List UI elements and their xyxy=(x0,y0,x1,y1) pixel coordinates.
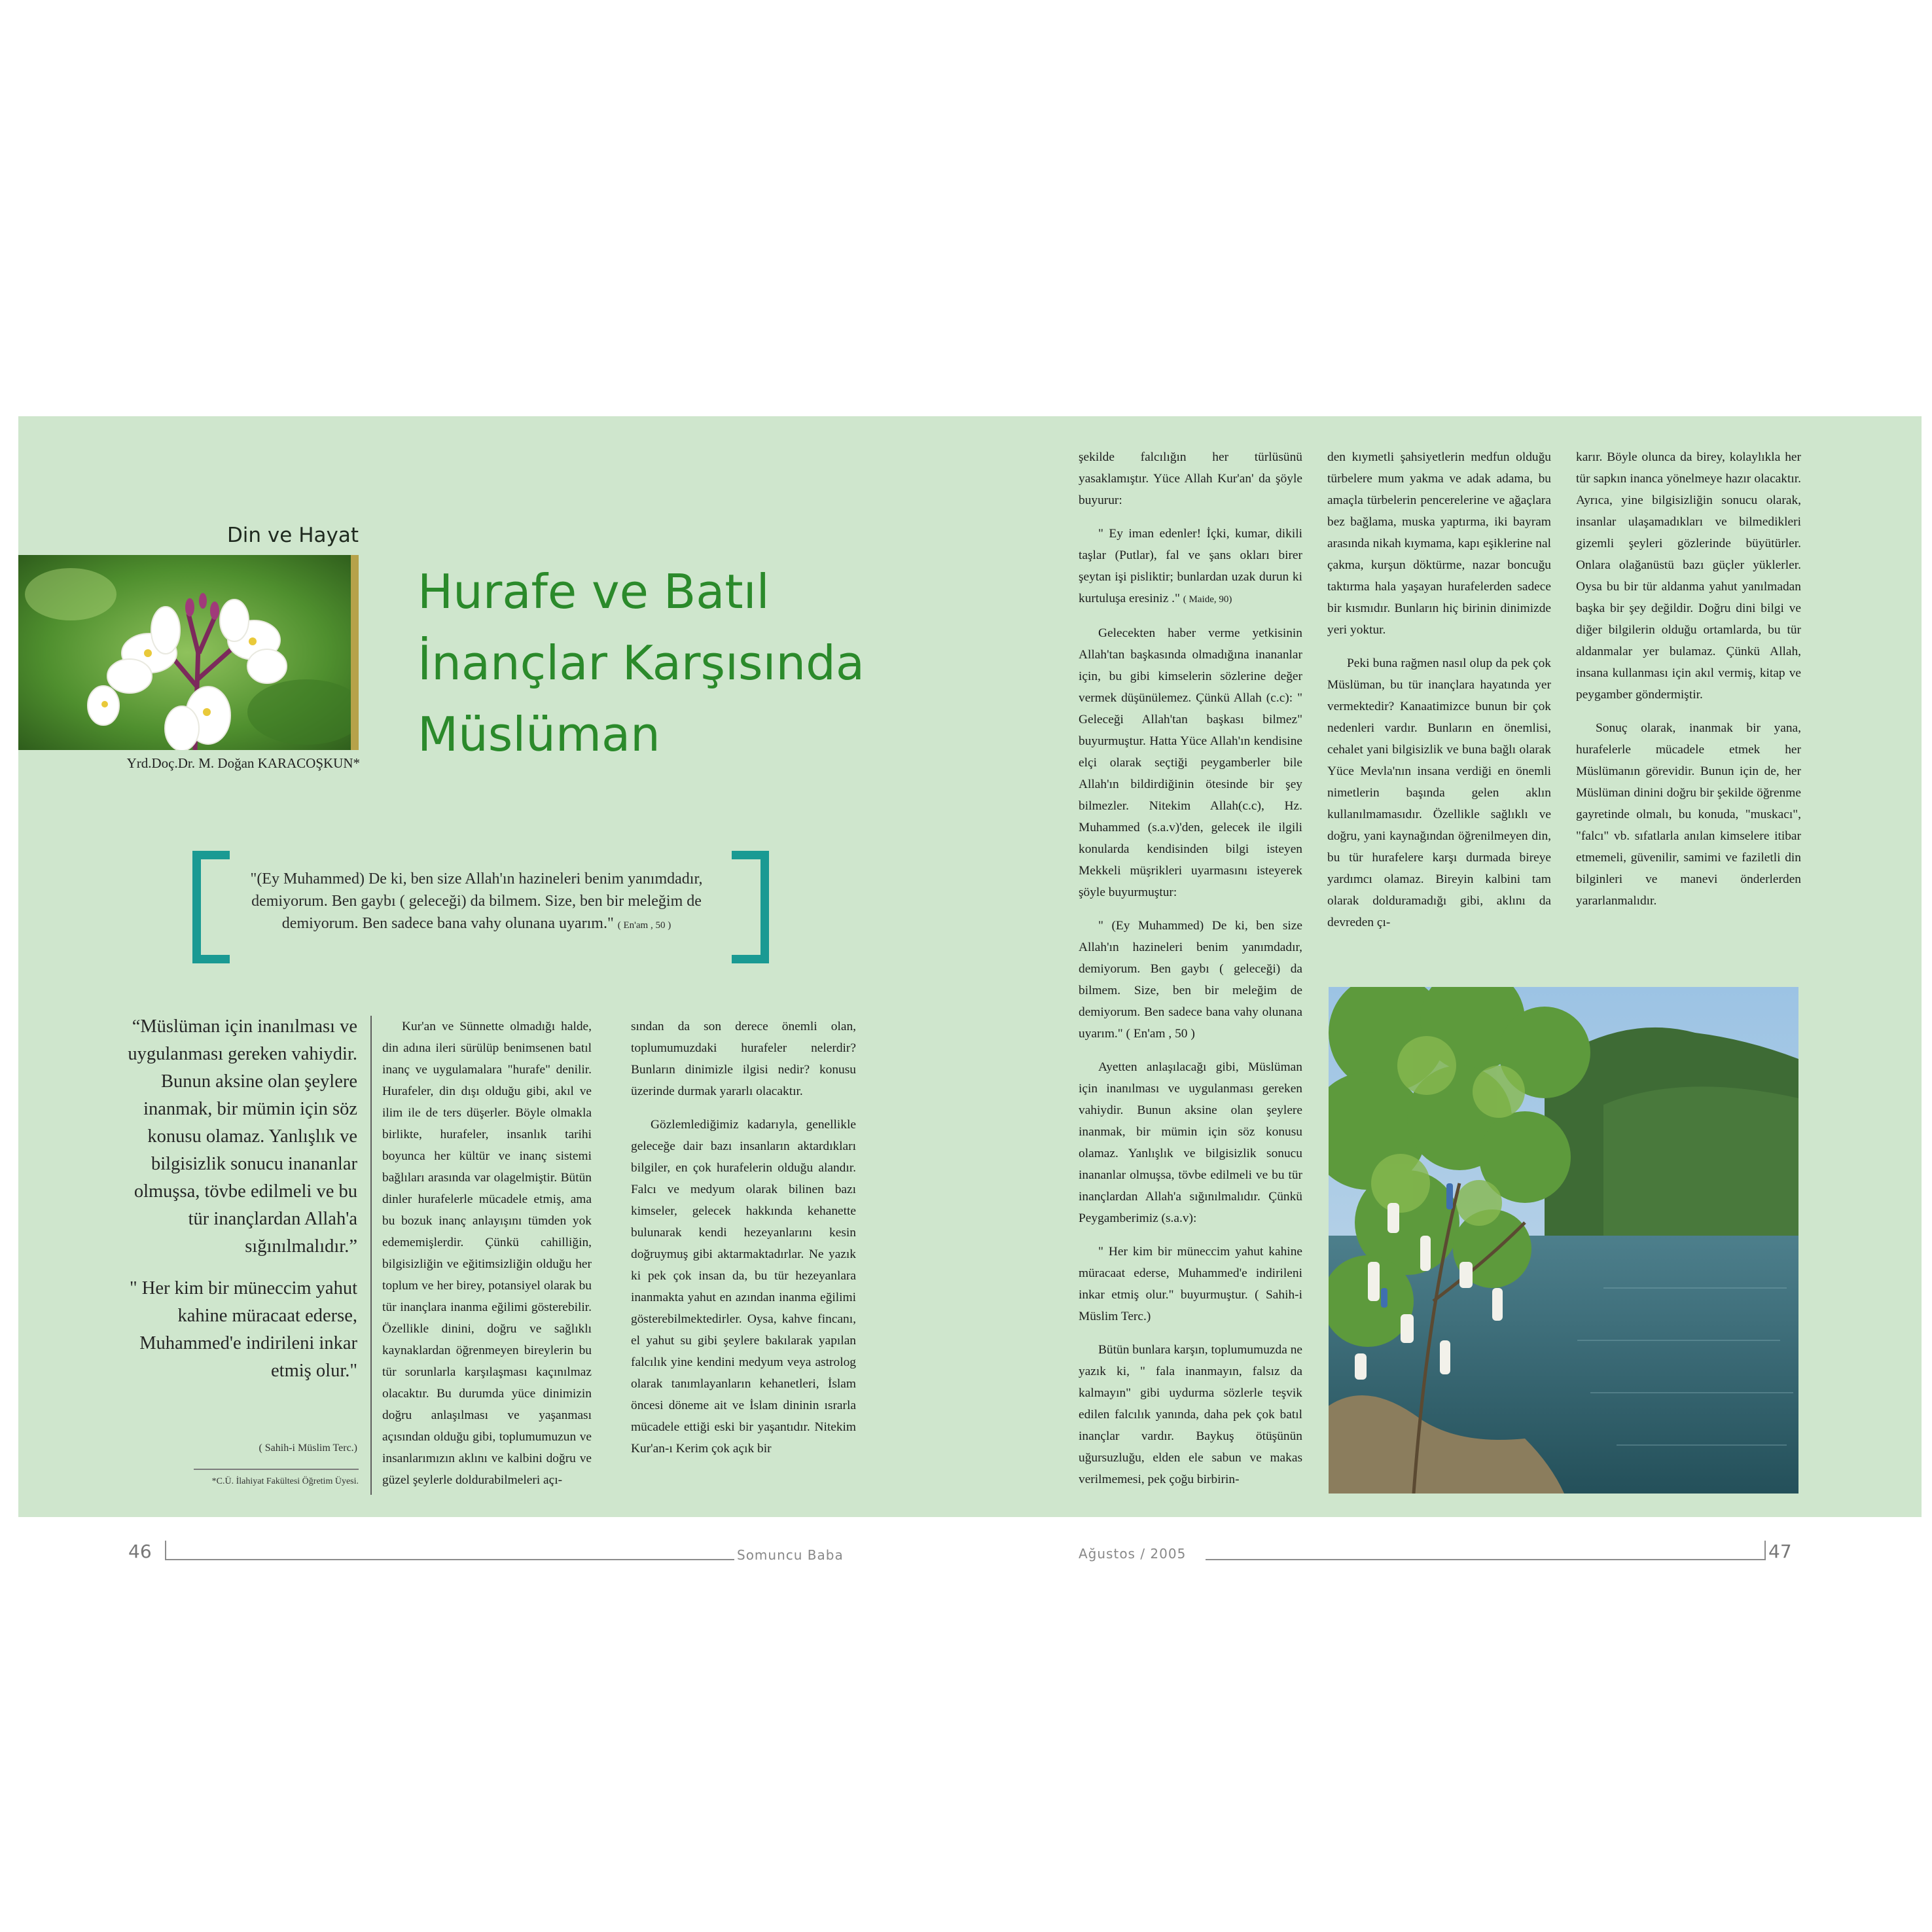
headline-line: İnançlar Karşısında xyxy=(418,635,865,690)
section-label: Din ve Hayat xyxy=(226,524,359,547)
article-column-2 xyxy=(631,1016,856,1471)
article-column-5 xyxy=(1576,446,1801,923)
headline-line: Müslüman xyxy=(418,707,660,762)
author-byline: Yrd.Doç.Dr. M. Doğan KARACOŞKUN* xyxy=(126,755,360,771)
article-column-4 xyxy=(1327,446,1551,945)
body-paragraph: Gözlemlediğimiz kadarıyla, genellikle geleceğe dair bazı insanların aktardıkları bilgiler, en çok hurafelerin olduğu alandır. Falcı ve medyum olarak bilinen bazı kimseler, gelecek hakkında kehanette bulunarak kendi hezeyanlarını kesin doğruymuş gibi aktarmaktadırlar. Ne yazık ki pek çok insan da, bu tür hezeyanlara inanmakta yahut en azından inanma eğilimi gösterebilmektedirler. Oysa, kahve fincanı, el yahut su gibi şeylere bakılarak yapılan falcılık yine kendini medyum veya astrolog olarak tanımlayanların kehanetleri, İslam öncesi döneme ait ve İslam dininin ısrarla mücadele ettiği eski bir yaşantıdır. Nitekim Kur'an-ı Kerim çok açık bir xyxy=(631,1118,856,1456)
photo-accent-strip xyxy=(351,555,359,750)
footnote-rule xyxy=(194,1469,359,1470)
body-paragraph: den kıymetli şahsiyetlerin medfun olduğu türbelere mum yakma ve adak adama, bu amaçla türbelerin pencerelerine ve ağaçlara bez bağlama, muska yaptırma, iki bayram arasında nikah kıymama, kapı eşiklerine nal çakma, kurşun döktürme, nazar boncuğu taktırma hala yaşayan hurafelerden sadece bir kısmıdır. Bunların hiç birinin dinimizde yeri yoktur. xyxy=(1327,450,1551,637)
wishing-tree-lake-photo xyxy=(1329,987,1798,1494)
body-paragraph: Peki buna rağmen nasıl olup da pek çok Müslüman, bu tür inançlara hayatında yer vermektedir? Kanaatimizce bunun bir çok nedenleri vardır. Bunların en önemlisi, cehalet yani bilgisizlik ve buna bağlı olarak Yüce Mevla'nın insana verdiği en önemli nimetlerin başında gelen aklın kullanılmamasıdır. Özellikle sağlıklı ve doğru, yani kaynağından öğrenilmeyen din, bu tür hurafelere karşı durmada bireye yardımcı olamaz. Bireyin kalbini tam olarak dolduramadığı gibi, aklını da devreden çı- xyxy=(1327,656,1551,929)
verse-quote: " (Ey Muhammed) De ki, ben size Allah'ın hazineleri benim yanımdadır, demiyorum. Ben gaybı ( geleceği) da bilmem. Size, ben bir meleğim de demiyorum. Ben sadece bana vahy olunana uyarım." ( En'am , 50 ) xyxy=(1079,919,1302,1041)
article-column-3 xyxy=(1079,446,1302,1502)
hadith-quote: " Her kim bir müneccim yahut kahine müracaat ederse, Muhammed'e indirileni inkar etmiş olur." buyurmuştur. ( Sahih-i Müslim Terc.) xyxy=(1079,1245,1302,1323)
footer-rule-left xyxy=(166,1559,734,1560)
pull-quote-paragraph: " Her kim bir müneccim yahut kahine müracaat ederse, Muhammed'e indirileni inkar etmiş olur." xyxy=(130,1278,357,1381)
quote-bracket-left xyxy=(192,851,230,963)
pull-quote-paragraph: “Müslüman için inanılması ve uygulanması gereken vahiydir. Bunun aksine olan şeylere inanmak, bir mümin için söz konusu olamaz. Yanlışlık ve bilgisizlik sonucu inananlar olmuşsa, tövbe edilmeli ve bu tür inançlardan Allah'a sığınılmalıdır.” xyxy=(128,1016,357,1257)
highlighted-quote-text: "(Ey Muhammed) De ki, ben size Allah'ın hazineleri benim yanımdadır, demiyorum. Ben gaybı ( geleceği) da bilmem. Size, ben bir meleğim de demiyorum. Ben sadece bana vahy olunana uyarım." xyxy=(250,870,703,932)
pull-quote-reference: ( Sahih-i Müslim Terc.) xyxy=(259,1442,357,1454)
body-paragraph: Ayetten anlaşılacağı gibi, Müslüman için inanılması ve uygulanması gereken vahiydir. Bunun aksine olan şeylere inanmak, bir mümin için söz konusu olamaz. Yanlışlık ve bilgisizlik sonucu inananlar olmuşsa, tövbe edilmeli ve bu tür inançlardan Allah'a sığınılmalıdır. Çünkü Peygamberimiz (s.a.v): xyxy=(1079,1060,1302,1225)
body-paragraph: Kur'an ve Sünnette olmadığı halde, din adına ileri sürülüp benimsenen batıl inanç ve uygulamalara "hurafe" denilir. Hurafeler, din dışı olduğu gibi, akıl ve ilim ile de ters düşerler. Böyle olmakla birlikte, hurafeler, insanlık tarihi boyunca her kültür ve inanç sistemi bağlıları arasında var olagelmiştir. Bütün dinler hurafelerle mücadele etmiş, ama bu bozuk inanç anlayışını tümden yok edememişlerdir. Çünkü cahilliğin, bilgisizliğin ve eğitimsizliğin olduğu her toplum ve her birey, potansiyel olarak bu tür inançlara inanma eğilimi gösterebilir. Özellikle dinini, doğru ve sağlıklı kaynaklardan öğrenmeyen bireylerin bu tür sorunlarla karşılaşması kaçınılmaz olacaktır. Bu durumda yüce dinimizin doğru anlaşılması ve yaşanması açısından olduğu gibi, toplumumuzun ve insanlarımızın aklını ve kalbini doğru ve güzel şeylerle doldurabilmeleri açı- xyxy=(382,1020,592,1487)
verse-reference: ( Maide, 90) xyxy=(1183,594,1232,605)
highlighted-quote xyxy=(228,868,725,937)
body-paragraph: Bütün bunlara karşın, toplumumuzda ne yazık ki, " fala inanmayın, falsız da kalmayın" gibi uydurma sözlerle teşvik edilen falcılık yanında, daha pek çok batıl inançlar vardır. Baykuş ötüşünün uğursuzluğu, elden ele sabun ve makas verilmemesi, pek çoğu birbirin- xyxy=(1079,1343,1302,1486)
footer-tick-right xyxy=(1764,1541,1766,1560)
article-headline xyxy=(418,556,889,770)
page-number-left: 46 xyxy=(128,1541,152,1562)
flower-photo xyxy=(18,555,356,750)
column-divider xyxy=(370,1016,372,1495)
body-paragraph: sından da son derece önemli olan, toplumumuzdaki hurafeler nelerdir? Bunların dinimizle ilgisi nedir? konusu üzerinde durmak yararlı olacaktır. xyxy=(631,1020,856,1098)
verse-quote xyxy=(1079,523,1302,611)
magazine-name: Somuncu Baba xyxy=(737,1547,844,1563)
body-paragraph: Sonuç olarak, inanmak bir yana, hurafelerle mücadele etmek her Müslümanın görevidir. Bunun için de, her Müslüman dinini doğru bir şekilde öğrenme gayretinde olmalı, bu konuda, "muskacı", "falcı" vb. sıfatlarla anılan kimselere itibar etmemeli, güvenilir, samimi ve faziletli din bilginleri ve manevi önderlerden yararlanmalıdır. xyxy=(1576,721,1801,908)
issue-date: Ağustos / 2005 xyxy=(1079,1546,1187,1562)
verse-quote-text: " Ey iman edenler! İçki, kumar, dikili taşlar (Putlar), fal ve şans okları birer şeytan işi pisliktir; bunlardan uzak durun ki kurtuluşa eresiniz ." xyxy=(1079,527,1302,605)
quote-bracket-right xyxy=(732,851,769,963)
headline-line: Hurafe ve Batıl xyxy=(418,564,770,619)
highlighted-quote-reference: ( En'am , 50 ) xyxy=(617,920,671,931)
footer-tick-left xyxy=(165,1541,166,1560)
body-paragraph: karır. Böyle olunca da birey, kolaylıkla her tür sapkın inanca yönelmeye hazır olacaktır. Ayrıca, yine bilgisizliğin sonucu olarak, insanlar ulaşamadıkları ve bilmedikleri gizemli şeyleri gözlerinde büyütürler. Onlara olağanüstü bazı güçler yüklerler. Oysa bu bir tür aldanma yahut yanılmadan başka bir şey değildir. Doğru dini bilgi ve diğer bilgilerin olduğu ortamlarda, bu tür aldanmalar yer bulamaz. Çünkü Allah, insana kullanması için akıl vermiş, kitap ve peygamber göndermiştir. xyxy=(1576,450,1801,702)
page-number-right: 47 xyxy=(1768,1541,1792,1562)
footnote: *C.Ü. İlahiyat Fakültesi Öğretim Üyesi. xyxy=(211,1476,359,1486)
body-paragraph: Gelecekten haber verme yetkisinin Allah'tan başkasında olmadığına inananlar için, bu gibi kimselerin sözlerine değer vermek düşünülemez. Çünkü Allah (c.c): " Geleceği Allah'tan başkası bilmez" buyurmuştur. Hatta Yüce Allah'ın kendisine elçi olarak seçtiği peygamberler bile Allah'ın bildirdiğinin ötesinde bir şey bilmezler. Nitekim Allah(c.c), Hz. Muhammed (s.a.v)'den, gelecek ile ilgili konularda kendisinden bilgi isteyen Mekkeli müşrikleri uyarmasını isteyerek şöyle buyurmuştur: xyxy=(1079,626,1302,899)
article-column-1 xyxy=(382,1016,592,1503)
body-paragraph: şekilde falcılığın her türlüsünü yasaklamıştır. Yüce Allah Kur'an' da şöyle buyurur: xyxy=(1079,450,1302,507)
pull-quote xyxy=(124,1013,357,1399)
footer-rule-right xyxy=(1206,1559,1764,1560)
